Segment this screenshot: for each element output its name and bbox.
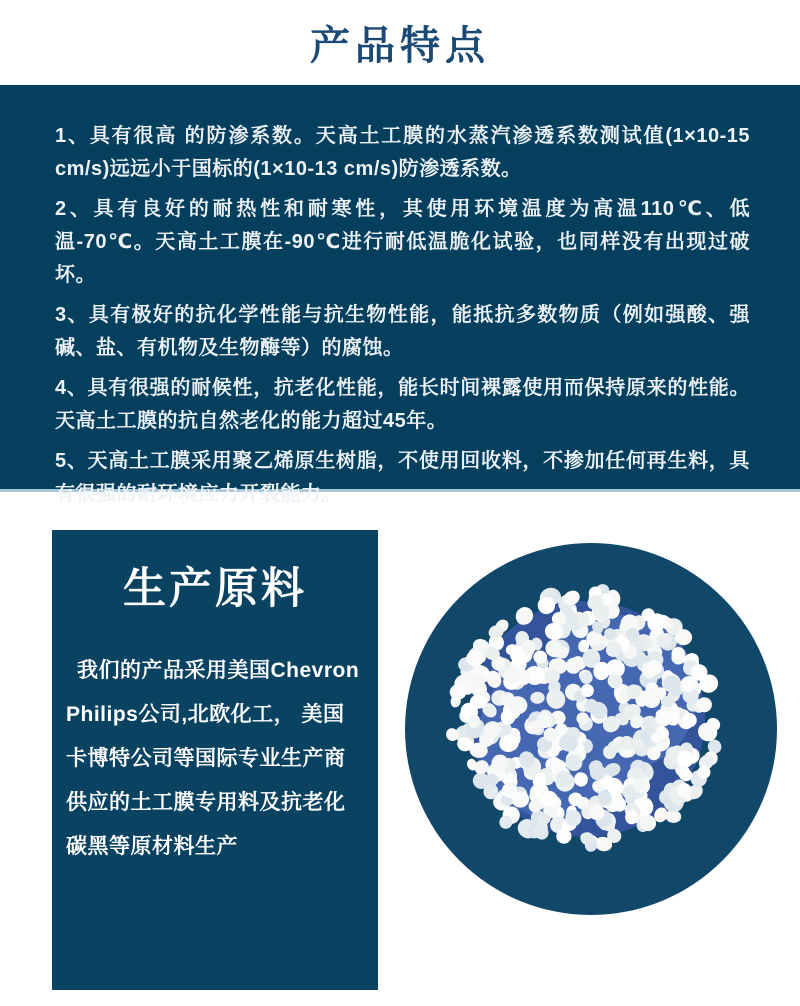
feature-item-2: 2、具有良好的耐热性和耐寒性，其使用环境温度为高温110℃、低温-70℃。天高土工膜在-90℃进行耐低温脆化试验，也同样没有出现过破坏。 — [55, 198, 750, 286]
feature-item-3: 3、具有极好的抗化学性能与抗生物性能，能抵抗多数物质（例如强酸、强碱、盐、有机物及生物酶等）的腐蚀。 — [55, 304, 750, 359]
page-title: 产品特点 — [310, 24, 490, 68]
page-header — [0, 0, 800, 85]
materials-title: 生产原料 — [123, 565, 307, 613]
pellets-photo — [405, 543, 777, 915]
feature-item-5: 5、天高土工膜采用聚乙烯原生树脂，不使用回收料，不掺加任何再生料，具有很强的耐环境应力开裂能力。 — [55, 450, 750, 505]
pellets-image — [405, 543, 777, 915]
materials-section — [0, 492, 800, 1006]
materials-box — [52, 530, 378, 990]
feature-item-1: 1、具有很高 的防渗系数。天高土工膜的水蒸汽渗透系数测试值(1×10-15 cm/s)远远小于国标的(1×10-13 cm/s)防渗透系数。 — [55, 125, 750, 180]
feature-item-4: 4、具有很强的耐候性，抗老化性能，能长时间裸露使用而保持原来的性能。天高土工膜的抗自然老化的能力超过45年。 — [55, 377, 750, 432]
features-panel — [0, 85, 800, 505]
materials-text: 我们的产品采用美国Chevron Philips公司,北欧化工， 美国卡博特公司等国际专业生产商供应的土工膜专用料及抗老化碳黑等原材料生产 — [66, 659, 360, 858]
